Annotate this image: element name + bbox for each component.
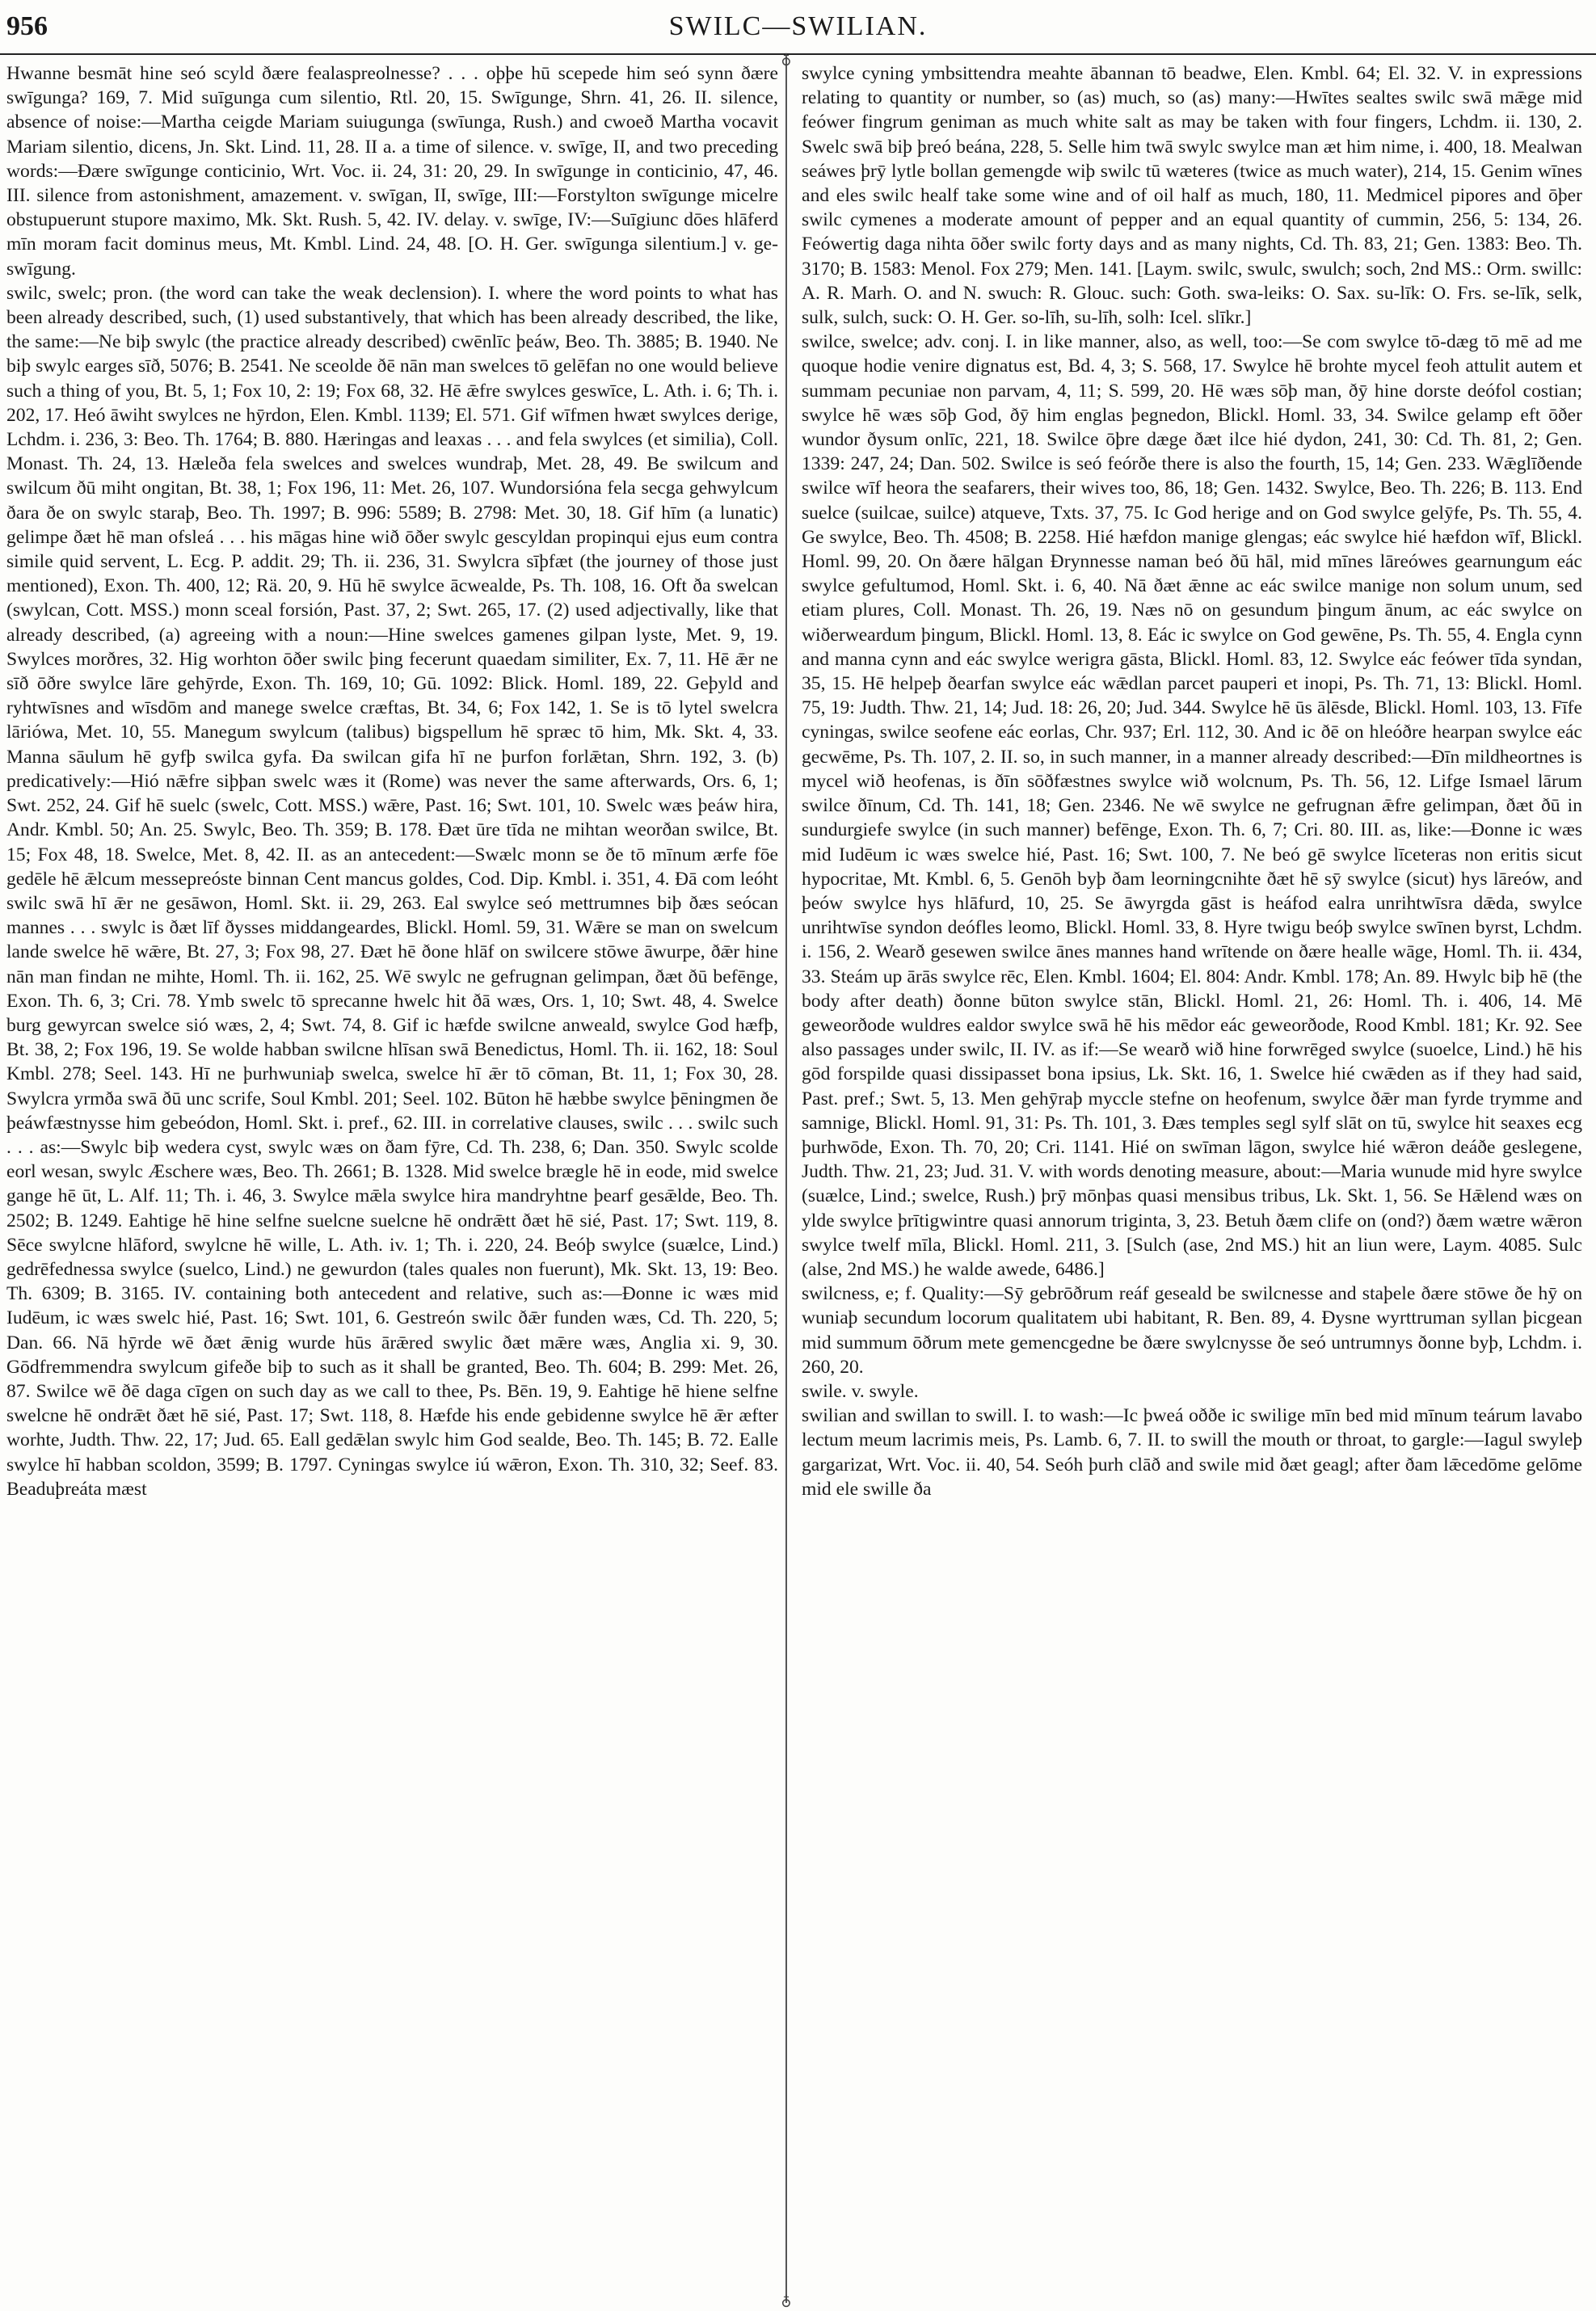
page-number: 956 (6, 11, 48, 41)
right-column (802, 61, 1582, 2300)
entry-text: swilc, swelc; pron. (the word can take the weak declension). I. where the word points to what has been already described, such, (1) used substantively, that which has been already described, the like, the same:—Ne biþ swylc (the practice already described) cwēnlīc þeáw, Beo. Th. 3885; B. 1940. Ne biþ swylc earges sīð, 5076; B. 2541. Ne sceolde ðē nān man swelces tō gelēfan no one would believe such a thing of you, Bt. 5, 1; Fox 10, 2: 19; Fox 68, 32. Hē ǣfre swylces geswīce, L. Ath. i. 6; Th. i. 202, 17. Heó āwiht swylces ne hȳrdon, Elen. Kmbl. 1139; El. 571. Gif wīfmen hwæt swylces derige, Lchdm. i. 236, 3: Beo. Th. 1764; B. 880. Hæringas and leaxas . . . and fela swylces (et similia), Coll. Monast. Th. 24, 13. Hæleða fela swelces and swelces wundraþ, Met. 28, 49. Be swilcum and swilcum ðū miht ongitan, Bt. 38, 1; Fox 196, 11: Met. 26, 107. Wundorsióna fela secga gehwylcum ðara ðe on swylc staraþ, Beo. Th. 1997; B. 996: 5589; B. 2798: Met. 30, 18. Gif hīm (a lunatic) gelimpe ðæt hē man ofsleá . . . his māgas hine wið ōðer swylc gescyldan propinqui ejus eum contra simile quid servent, L. Ecg. P. addit. 29; Th. ii. 236, 31. Swylcra sīþfæt (the journey of those just mentioned), Exon. Th. 400, 12; Rä. 20, 9. Hū hē swylce ācwealde, Ps. Th. 108, 16. Oft ða swelcan (swylcan, Cott. MSS.) monn sceal forsión, Past. 37, 2; Swt. 265, 17. (2) used adjectivally, like that already described, (a) agreeing with a noun:—Hine swelces gamenes gilpan lyste, Met. 9, 19. Swylces morðres, 32. Hig worhton ōðer swilc þing fecerunt quaedam similiter, Ex. 7, 11. Hē ǣr ne sīð ōðre swylce lāre gehȳrde, Exon. Th. 169, 10; Gū. 1092: Blick. Homl. 189, 22. Geþyld and ryhtwīsnes and wīsdōm and manege swelce cræftas, Bt. 34, 6; Fox 142, 1. Se is tō lytel swelcra lāriówa, Met. 10, 55. Manegum swylcum (talibus) bigspellum hē spræc tō him, Mk. Skt. 4, 33. Manna sāulum hē gyfþ swilca gyfa. Ða swilcan gifa hī ne þurfon forlǣtan, Shrn. 192, 3. (b) predicatively:—Hió nǣfre siþþan swelc wæs it (Rome) was never the same afterwards, Ors. 6, 1; Swt. 252, 24. Gif hē suelc (swelc, Cott. MSS.) wǣre, Past. 16; Swt. 101, 10. Swelc wæs þeáw hira, Andr. Kmbl. 50; An. 25. Swylc, Beo. Th. 359; B. 178. Ðæt ūre tīda ne mihtan weorðan swilce, Bt. 15; Fox 48, 18. Swelce, Met. 8, 42. II. as an antecedent:—Swælc monn se ðe tō mīnum ærfe fōe gedēle hē ǣlcum messepreóste binnan Cent mancus goldes, Cod. Dip. Kmbl. i. 351, 4. Ðā com leóht swilc swā hī ǣr ne gesāwon, Homl. Skt. ii. 29, 263. Eal swylce seó mettrumnes biþ ðæs seócan mannes . . . swylc is ðæt līf ðysses middangeardes, Blickl. Homl. 59, 31. Wǣre se man on swelcum lande swelce hē wǣre, Bt. 27, 3; Fox 98, 27. Ðæt hē ðone hlāf on swilcere stōwe āwurpe, ðǣr hine nān man findan ne mihte, Homl. Th. ii. 162, 25. Wē swylc ne gefrugnan gelimpan, ðæt ðū befēnge, Exon. Th. 6, 3; Cri. 78. Ymb swelc tō sprecanne hwelc hit ðā wæs, Ors. 1, 10; Swt. 48, 4. Swelce burg gewyrcan swelce sió wæs, 2, 4; Swt. 74, 8. Gif ic hæfde swilcne anweald, swylce God hæfþ, Bt. 38, 2; Fox 196, 19. Se wolde habban swilcne hlīsan swā Benedictus, Homl. Th. ii. 162, 18: Soul Kmbl. 278; Seel. 143. Hī ne þurhwuniaþ swelca, swelce hī ǣr tō cōman, Bt. 11, 1; Fox 30, 28. Swylcra yrmða swā ðū unc scrife, Soul Kmbl. 201; Seel. 102. Būton hē hæbbe swylce þēningmen ðe þeáwfæstnysse him gebeódon, Homl. Skt. i. pref., 62. III. in correlative clauses, swilc . . . swilc such . . . as:—Swylc biþ wedera cyst, swylc wæs on ðam fȳre, Cd. Th. 238, 6; Dan. 350. Swylc scolde eorl wesan, swylc Æschere wæs, Beo. Th. 2661; B. 1328. Mid swelce brægle hē in eode, mid swelce gange hē ūt, L. Alf. 11; Th. i. 46, 3. Swylce mǣla swylce hira mandryhtne þearf gesǣlde, Beo. Th. 2502; B. 1249. Eahtige hē hine selfne suelcne suelcne hē ondrǣtt ðæt hē sié, Past. 17; Swt. 119, 8. Sēce swylcne hlāford, swylcne hē wille, L. Ath. iv. 1; Th. i. 220, 24. Beóþ swylce (suælce, Lind.) gedrēfednessa swylce (suelco, Lind.) ne gewurdon (tales quales non fuerunt), Mk. Skt. 13, 19: Beo. Th. 6309; B. 3165. IV. containing both antecedent and relative, such as:—Ðonne ic wæs mid Iudēum, ic wæs swelc hié, Past. 16; Swt. 101, 6. Gestreón swilc ðǣr funden wæs, Cd. Th. 220, 5; Dan. 66. Nā hȳrde wē ðæt ǣnig wurde hūs ārǣred swylic ðæt mǣre wæs, Anglia xi. 9, 30. Gōdfremmendra swylcum gifeðe biþ to such as it shall be granted, Beo. Th. 604; B. 299: Met. 26, 87. Swilce wē ðē daga cīgen on such day as we call to thee, Ps. Bēn. 19, 9. Eahtige hē hiene selfne swelcne hē ondrǣt ðæt hē sié, Past. 17; Swt. 118, 8. Hæfde his ende gebidenne swylce hē ǣr æfter worhte, Judth. Thw. 22, 17; Jud. 65. Eall gedǣlan swylc him God sealde, Beo. Th. 145; B. 72. Ealle swylce hī habban scoldon, 3599; B. 1797. Cyningas swylce iú wǣron, Exon. Th. 310, 32; Seef. 83. Beaduþreáta mæst (6, 282, 778, 1500)
header-rule (0, 53, 1596, 55)
entry-text: swylce cyning ymbsittendra meahte ābannan tō beadwe, Elen. Kmbl. 64; El. 32. V. in expressions relating to quantity or number, so (as) much, so (as) many:—Hwītes sealtes swilc swā mǣge mid feówer fingrum geniman as much white salt as may be taken with four fingers, Lchdm. ii. 130, 2. Swelc swā biþ þreó beána, 228, 5. Selle him twā swylc swylce man æt him nime, i. 400, 18. Mealwan seáwes þrȳ lytle bollan gemengde wiþ swilc tū wæteres (twice as much water), 214, 15. Genim wīnes and eles swilc healf take some wine and of oil half as much, 180, 11. Medmicel pipores and ōþer swilc cymenes a moderate amount of pepper and an equal quantity of cummin, 256, 5: 134, 26. Feówertig daga nihta ōðer swilc forty days and as many nights, Cd. Th. 83, 21; Gen. 1383: Beo. Th. 3170; B. 1583: Menol. Fox 279; Men. 141. [Laym. swilc, swulc, swulch; soch, 2nd MS.: Orm. swillc: A. R. Marh. O. and N. swuch: R. Glouc. such: Goth. swa-leiks: O. Sax. su-līk: O. Frs. se-līk, selk, sulk, sulch, suck: O. H. Ger. so-līh, su-līh, solh: Icel. slīkr.] (802, 63, 1582, 329)
entry-text: swile. v. swyle. (802, 1380, 919, 1402)
entry-text: swilce, swelce; adv. conj. I. in like manner, also, as well, too:—Se com swylce tō-dæg tō mē ad me quoque hodie venire dignatus est, Bd. 4, 3; S. 568, 17. Swylce hē brohte mycel feoh attulit autem et summam pecuniae non parvam, 4, 11; S. 599, 20. Hē wæs sōþ man, ðȳ hine dorste deófol costian; swylce hē wæs sōþ God, ðȳ him englas þegnedon, Blickl. Homl. 33, 34. Swilce gelamp eft ōðer wundor ðysum onlīc, 221, 18. Swilce ōþre dæge ðæt ilce hié dydon, 241, 30: Cd. Th. 81, 2; Gen. 1339: 247, 24; Dan. 502. Swilce is seó feórðe there is also the fourth, 15, 14; Gen. 233. Wǣglīðende swilce wīf heora the seafarers, their wives too, 86, 18; Gen. 1432. Swylce, Beo. Th. 226; B. 113. End suelce (suilcae, suilce) atqueve, Txts. 37, 75. Ic God herige and on God swylce gelȳfe, Ps. Th. 55, 4. Ge swylce, Beo. Th. 4508; B. 2258. Hié hæfdon manige glengas; eác swylce hié hæfdon wīf, Blickl. Homl. 99, 20. On ðære hālgan Ðrynnesse naman beó ðū hāl, mid mīnes lāreówes gearnungum eác swylce gefultumod, Homl. Skt. i. 6, 40. Nā ðæt ǣnne ac eác swilce manige non solum unum, sed etiam plures, Coll. Monast. Th. 26, 19. Næs nō on gesundum þingum ānum, ac eác swylce on wiðerweardum þingum, Blickl. Homl. 13, 8. Eác ic swylce on God gewēne, Ps. Th. 55, 4. Engla cynn and manna cynn and eác swylce werigra gāsta, Blickl. Homl. 83, 12. Swylce eác feówer tīda syndan, 35, 15. Hē helpeþ ðearfan swylce eác wǣdlan parcet pauperi et inopi, Ps. Th. 71, 13: Blickl. Homl. 75, 19: Judth. Thw. 21, 14; Jud. 18: 26, 20; Jud. 344. Swylce hē ūs ālēsde, Blickl. Homl. 103, 13. Fīfe cyningas, swilce seofene eác eorlas, Chr. 937; Erl. 112, 30. And ic ðē on hleóðre hearpan swylce eác gecwēme, Ps. Th. 107, 2. II. so, in such manner, in a manner already described:—Ðīn mildheortnes is mycel wið heofenas, is ðīn sōðfæstnes swylce wið wolcnum, Ps. Th. 56, 12. Lifge Ismael lārum swilce ðīnum, Cd. Th. 141, 18; Gen. 2346. Ne wē swylce ne gefrugnan ǣfre gelimpan, ðæt ðū in sundurgiefe swylce (in such manner) befēnge, Exon. Th. 6, 7; Cri. 80. III. as, like:—Ðonne ic wæs mid Iudēum ic wæs swelce hié, Past. 16; Swt. 100, 7. Ne beó gē swylce līceteras non eritis sicut hypocritae, Mt. Kmbl. 6, 5. Genōh byþ ðam leorningcnihte ðæt hē sȳ swylce (sicut) hys lāreów, and þeów swylce hys hlāfurd, 10, 25. Se āwyrgda gāst is heáfod ealra unrihtwīsra dǣda, swylce unrihtwīse syndon deófles leomo, Blickl. Homl. 33, 8. Hyre twigu beóþ swylce swīnen byrst, Lchdm. i. 156, 2. Wearð gesewen swilce ānes mannes hand wrītende on ðære healle wāge, Homl. Th. ii. 434, 33. Steám up ārās swylce rēc, Elen. Kmbl. 1604; El. 804: Andr. Kmbl. 178; An. 89. Hwylc biþ hē (the body after death) ðonne būton swylce stān, Blickl. Homl. 21, 26: Homl. Th. i. 406, 14. Mē geweorðode wuldres ealdor swylce swā hē his mēdor eác geweorðode, Rood Kmbl. 181; Kr. 92. See also passages under swilc, II. IV. as if:—Se wearð wið hine forwrēged swylce (suoelce, Lind.) hē his gōd forspilde quasi dissipasset bona ipsius, Lk. Skt. 16, 1. Swelce hié cwǣden as if they had said, Past. pref.; Swt. 5, 13. Men gehȳraþ myccle stefne on heofenum, swylce ðǣr man fyrde trymme and samnige, Blickl. Homl. 91, 31: Ps. Th. 101, 3. Ðæs temples segl sylf slāt on tū, swylce hit seaxes ecg þurhwōde, Exon. Th. 70, 20; Cri. 1141. Hié on swīman lāgon, swylce hié wǣron deáðe geslegene, Judth. Thw. 21, 23; Jud. 31. V. with words denoting measure, about:—Maria wunude mid hyre swylce (suælce, Lind.; swelce, Rush.) þrȳ mōnþas quasi mensibus tribus, Lk. Skt. 1, 56. Se Hǣlend wæs on ylde swylce þrītigwintre quasi annorum triginta, 3, 23. Betuh ðæm clife on (ond?) ðæm wætre wǣron swylce twelf mīla, Blickl. Homl. 211, 3. [Sulch (ase, 2nd MS.) hit an liun were, Laym. 4085. Sulc (alse, 2nd MS.) he walde awede, 6486.] (802, 331, 1582, 1280)
entry-text: Hwanne besmāt hine seó scyld ðære fealaspreolnesse? . . . oþþe hū scepede him seó synn ðære swīgunga? 169, 7. Mid suīgunga cum silentio, Rtl. 20, 15. Swīgunge, Shrn. 41, 26. II. silence, absence of noise:—Martha ceigde Mariam suiugunga (swīunga, Rush.) and cwoeð Martha vocavit Mariam silentio, dicens, Jn. Skt. Lind. 11, 28. II a. a time of silence. v. swīge, II, and two preceding words:—Ðære swīgunge conticinio, Wrt. Voc. ii. 24, 31: 20, 29. In swīgunge in conticinio, 47, 46. III. silence from astonishment, amazement. v. swīgan, II, swīge, III:—Forstylton swīgunge micelre obstupuerunt stupore maximo, Mk. Skt. Rush. 5, 42. IV. delay. v. swīge, IV:—Suīgiunc dōes hlāferd mīn moram facit dominus meus, Mt. Kmbl. Lind. 24, 48. [O. H. Ger. swīgunga silentium.] v. ge-swīgung. (6, 63, 778, 280)
divider-ornament-bottom-icon: ♁ (781, 2292, 792, 2309)
entry-text: swilcness, e; f. Quality:—Sȳ gebrōðrum reáf geseald be swilcnesse and staþele ðære stōwe ðe hȳ on wuniaþ secundum locorum qualitatem ubi habitant, R. Ben. 89, 4. Ðysne wyrttruman syllan þicgean mid summum ōðrum mete gemencgedne be ðære swylcnysse ðe seó untrumnys ðonne byþ, Lchdm. i. 260, 20. (802, 1283, 1582, 1378)
left-column (6, 61, 778, 2300)
entry-text: swilian and swillan to swill. I. to wash:—Ic þweá oððe ic swilige mīn bed mid mīnum teárum lavabo lectum meum lacrimis meis, Ps. Lamb. 6, 7. II. to swill the mouth or throat, to gargle:—Iagul swyleþ gargarizat, Wrt. Voc. ii. 40, 54. Seóh þurh clāð and swile mid ðæt geagl; after ðam lǣcedōme gelōme mid ele swille ða (802, 1405, 1582, 1500)
column-divider (785, 57, 787, 2303)
page-header (0, 11, 1596, 53)
running-head: SWILC—SWILIAN. (668, 11, 928, 41)
divider-ornament-top-icon: ♁ (781, 51, 792, 67)
